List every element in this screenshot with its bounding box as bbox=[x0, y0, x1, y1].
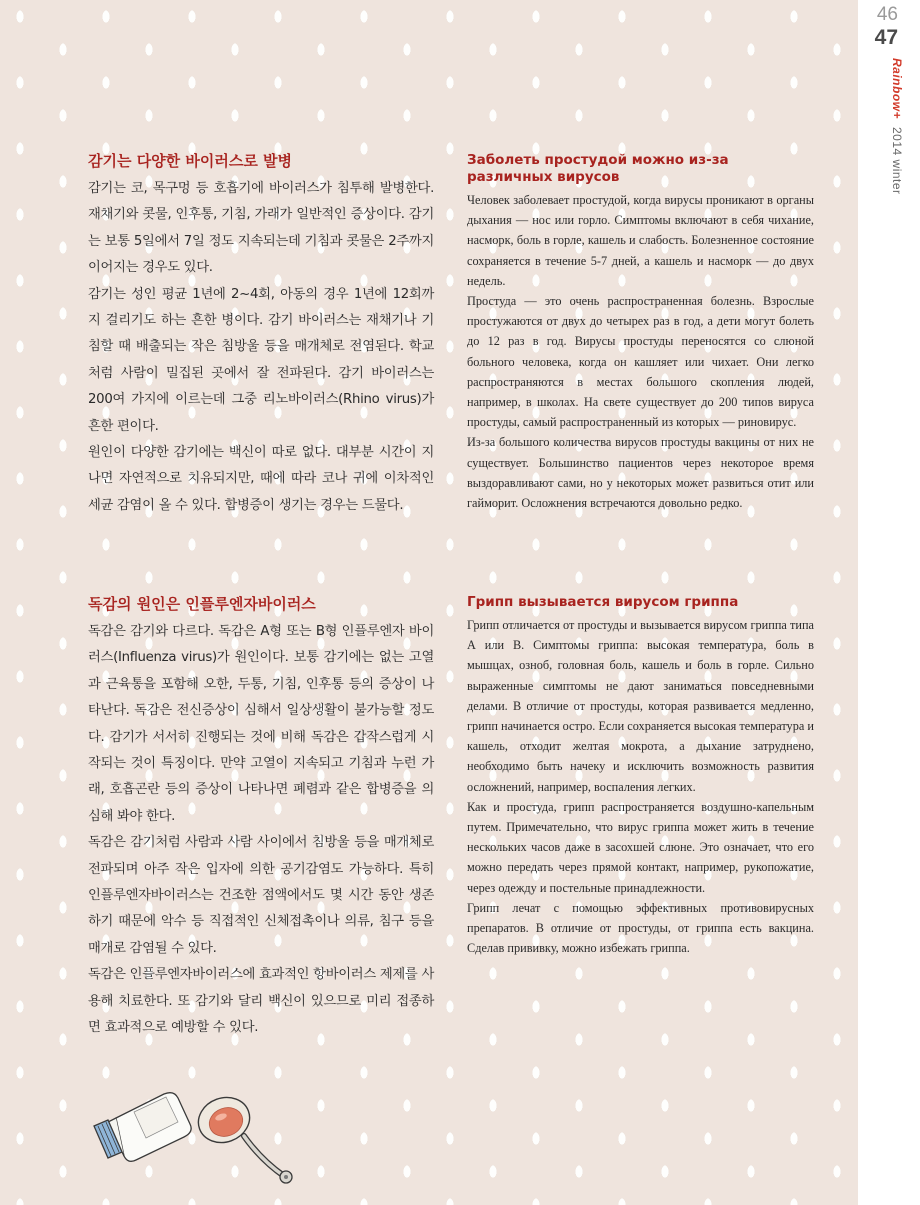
section-title: 독감의 원인은 인플루엔자바이러스 bbox=[88, 595, 316, 613]
medicine-bottle-icon bbox=[94, 1093, 191, 1162]
paragraph: Грипп лечат с помощью эффективных противовирусных препаратов. В отличие от простуды, от гриппа есть вакцина. Сделав прививку, можно избежать гриппа. bbox=[467, 900, 814, 956]
paragraph: Из-за большого количества вирусов простуды вакцины от них не существует. Большинство пациентов через некоторое время выздоравливают сами, но у некоторых может развиться отит или гайморит. Осложнения встречаются довольно редко. bbox=[467, 435, 814, 511]
section-title: Грипп вызывается вирусом гриппа bbox=[467, 594, 739, 610]
paragraph: Как и простуда, грипп распространяется воздушно-капельным путем. Примечательно, что вирус гриппа может жить в течение нескольких часов даже в засохшей слюне. Это означает, что его можно передать через прямой контакт, например, рукопожатие, через одежду и постельные принадлежности. bbox=[467, 799, 814, 895]
article-section-ko-cold bbox=[88, 150, 434, 519]
magazine-brand bbox=[886, 58, 904, 194]
paragraph: 감기는 성인 평균 1년에 2~4회, 아동의 경우 1년에 12회까지 걸리기도 하는 흔한 병이다. 감기 바이러스는 재채기나 기침할 때 배출되는 작은 침방울 등을 매개체로 전염된다. 학교처럼 사람이 밀집된 곳에서 잘 전파된다. 감기 바이러스는 200여 가지에 이르는데 그중 리노바이러스(Rhino virus)가 흔한 편이다. bbox=[88, 286, 434, 434]
medicine-illustration-svg bbox=[86, 1080, 316, 1190]
article-section-ru-flu bbox=[467, 594, 814, 958]
paragraph: Человек заболевает простудой, когда вирусы проникают в органы дыхания — нос или горло. Симптомы включают в себя чихание, насморк, боль в горле, кашель и слабость. Болезненное состояние сохраняется в течение 5-7 дней, а кашель и насморк — до двух недель. bbox=[467, 193, 814, 288]
paragraph: 원인이 다양한 감기에는 백신이 따로 없다. 대부분 시간이 지나면 자연적으로 치유되지만, 때에 따라 코나 귀에 이차적인 세균 감염이 올 수 있다. 합병증이 생기는 경우는 드물다. bbox=[88, 445, 434, 513]
section-body bbox=[467, 190, 814, 513]
section-title: Заболеть простудой можно из-за различных вирусов bbox=[467, 152, 729, 185]
paragraph: Простуда — это очень распространенная болезнь. Взрослые простужаются от двух до четырех раз в год, а дети могут болеть до 12 раз в год. Вирусы простуды переносятся со слюной больного человека, когда он кашляет или чихает. Они легко распространяются в местах большого скопления людей, например, в школах. На свете существует до 200 типов вируса простуды, самый распространенный из которых — риновирус. bbox=[467, 294, 814, 430]
brand-season: 2014 winter bbox=[890, 126, 904, 195]
article-section-ru-cold bbox=[467, 152, 814, 513]
paragraph: 독감은 인플루엔자바이러스에 효과적인 항바이러스 제제를 사용해 치료한다. 또 감기와 달리 백신이 있으므로 미리 접종하면 효과적으로 예방할 수 있다. bbox=[88, 967, 434, 1036]
section-body bbox=[88, 176, 434, 519]
brand-name: Rainbow+ bbox=[890, 58, 904, 120]
section-body bbox=[88, 619, 434, 1042]
paragraph: 독감은 감기와 다르다. 독감은 A형 또는 B형 인플루엔자 바이러스(Influenza virus)가 원인이다. 보통 감기에는 없는 고열과 근육통을 포함해 오한, 두통, 기침, 인후통 등의 증상이 나타난다. 독감은 전신증상이 심해서 일상생활이 불가능할 정도다. 감기가 서서히 진행되는 것에 비해 독감은 갑작스럽게 시작되는 것이 특징이다. 만약 고열이 지속되고 기침과 누런 가래, 호흡곤란 등의 증상이 나타나면 폐렴과 같은 합병증을 의심해 봐야 한다. bbox=[88, 624, 434, 824]
section-title: 감기는 다양한 바이러스로 발병 bbox=[88, 152, 293, 170]
section-body bbox=[467, 615, 814, 958]
page-number-right: 47 bbox=[874, 26, 898, 49]
paragraph: 독감은 감기처럼 사람과 사람 사이에서 침방울 등을 매개체로 전파되며 아주 작은 입자에 의한 공기감염도 가능하다. 특히 인플루엔자바이러스는 건조한 점액에서도 몇 시간 동안 생존하기 때문에 악수 등 직접적인 신체접촉이나 의류, 침구 등을 매개로 감염될 수 있다. bbox=[88, 835, 434, 956]
paragraph: Грипп отличается от простуды и вызывается вирусом гриппа типа А или В. Симптомы гриппа: высокая температура, боль в мышцах, озноб, головная боль, кашель и боль в горле. Сильно выраженные симптомы не дают заниматься повседневными делами. В отличие от простуды, которая развивается медленно, грипп начинается остро. Если сохраняется высокая температура и кашель, отходит желтая мокрота, а дыхание затруднено, необходимо быть начеку и исключить возможность развития осложнений, например, воспаления легких. bbox=[467, 618, 814, 794]
article-section-ko-flu bbox=[88, 593, 434, 1042]
paragraph: 감기는 코, 목구멍 등 호흡기에 바이러스가 침투해 발병한다. 재채기와 콧물, 인후통, 기침, 가래가 일반적인 증상이다. 감기는 보통 5일에서 7일 정도 지속되는데 기침과 콧물은 2주까지 이어지는 경우도 있다. bbox=[88, 181, 434, 276]
page-number-left: 46 bbox=[876, 4, 898, 25]
medicine-illustration bbox=[86, 1080, 316, 1194]
medicine-spoon-icon bbox=[192, 1090, 292, 1183]
